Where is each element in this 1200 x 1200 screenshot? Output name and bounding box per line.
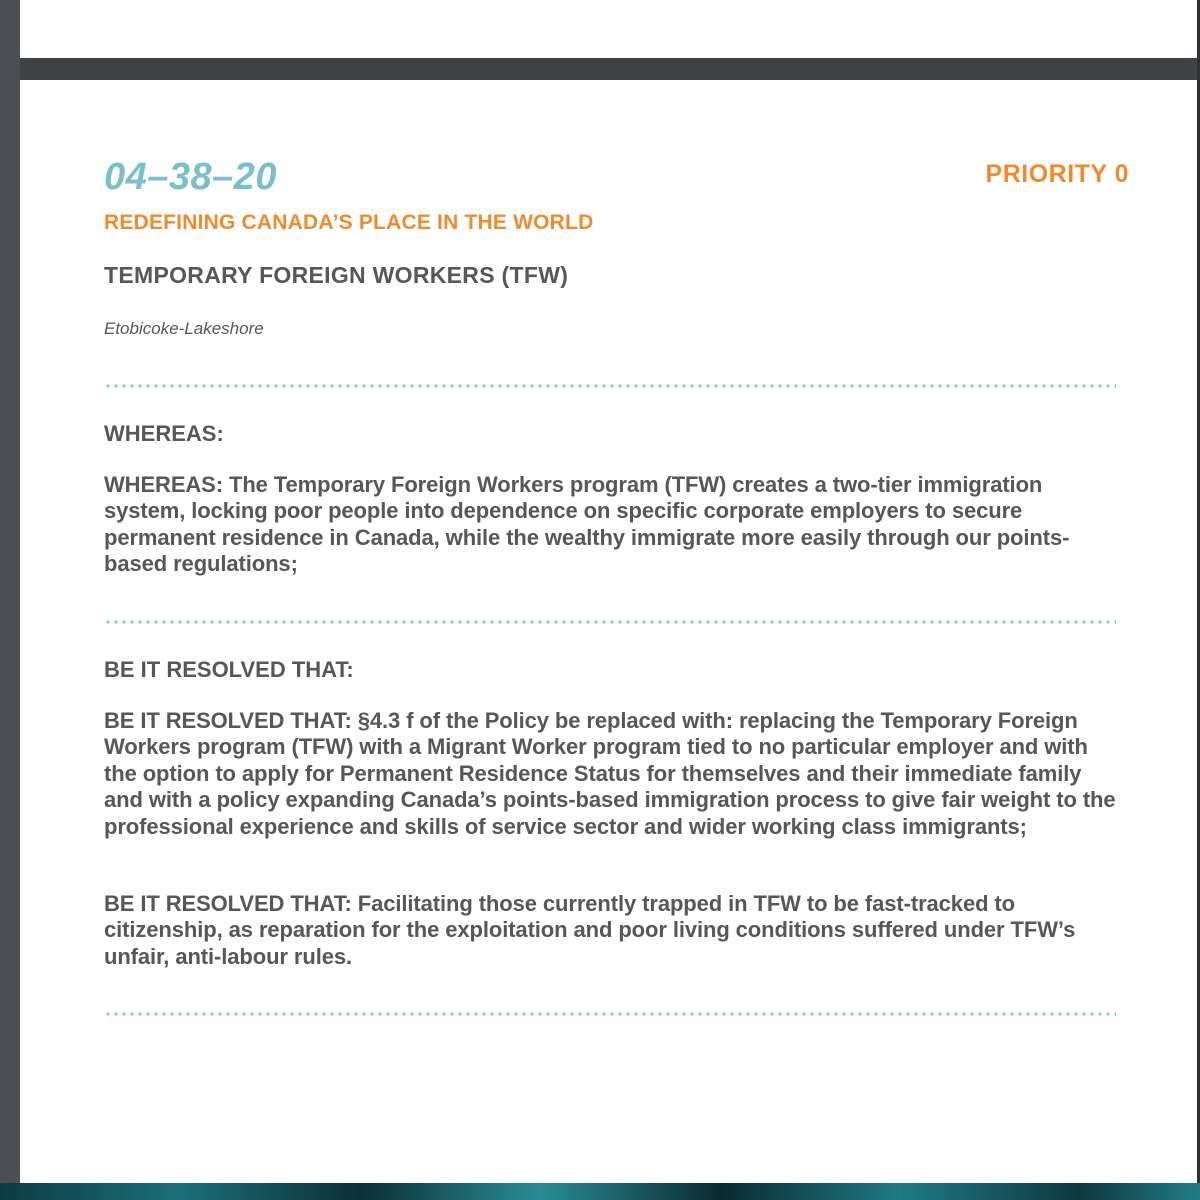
dotted-divider: [104, 384, 1116, 388]
dotted-divider: [104, 1012, 1116, 1016]
document-page: [20, 80, 1197, 1185]
priority-label: PRIORITY 0: [985, 160, 1129, 188]
riding-name: Etobicoke-Lakeshore: [104, 319, 264, 338]
category-heading: REDEFINING CANADA’S PLACE IN THE WORLD: [104, 211, 594, 234]
previous-page: [20, 0, 1197, 58]
dotted-divider: [104, 620, 1116, 624]
resolved-clause: BE IT RESOLVED THAT: §4.3 f of the Policy be replaced with: replacing the Temporary Foreign Workers program (TFW) with a Migrant Worker program tied to no particular employer and with the option to apply for Permanent Residence Status for themselves and their immediate family and with a policy expanding Canada’s points-based immigration process to give fair weight to the professional experience and skills of service sector and wider working class immigrants;: [104, 708, 1116, 839]
whereas-clause: WHEREAS: The Temporary Foreign Workers program (TFW) creates a two-tier immigration system, locking poor people into dependence on specific corporate employers to secure permanent residence in Canada, while the wealthy immigrate more easily through our points-based regulations;: [104, 472, 1070, 577]
whereas-heading: WHEREAS:: [104, 421, 224, 446]
resolved-clause: BE IT RESOLVED THAT: Facilitating those currently trapped in TFW to be fast-tracked to citizenship, as reparation for the exploitation and poor living conditions suffered under TFW’s unfair, anti-labour rules.: [104, 891, 1076, 969]
viewer-gutter: [0, 0, 20, 1185]
page-separator: [20, 58, 1200, 80]
resolved-heading: BE IT RESOLVED THAT:: [104, 657, 354, 682]
resolution-title: TEMPORARY FOREIGN WORKERS (TFW): [104, 262, 569, 288]
resolution-number: 04–38–20: [104, 156, 278, 198]
desktop-background-strip: [0, 1183, 1200, 1200]
